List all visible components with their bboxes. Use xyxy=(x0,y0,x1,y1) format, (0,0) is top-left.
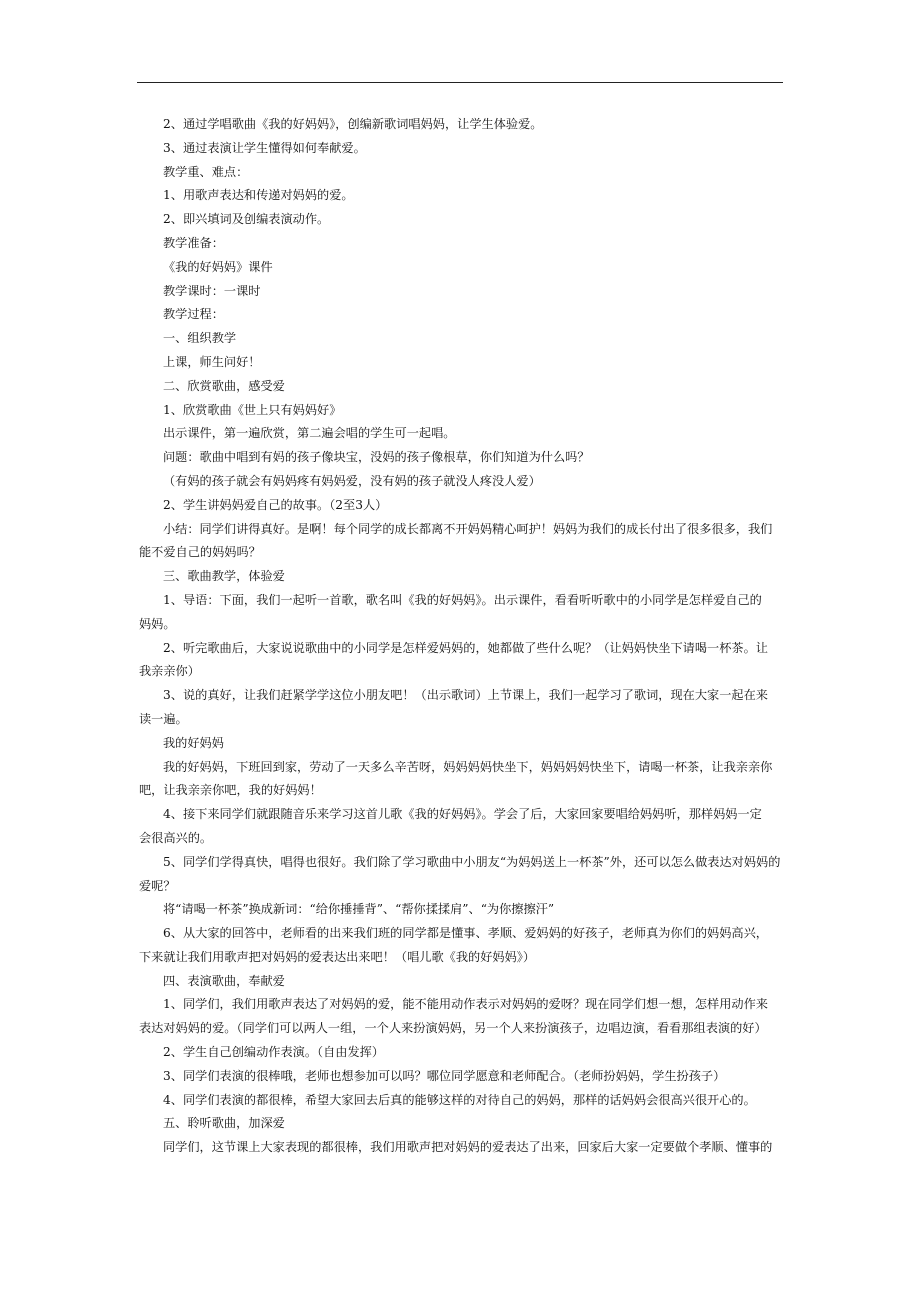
text-line: 问题：歌曲中唱到有妈的孩子像块宝，没妈的孩子像根草，你们知道为什么吗？ xyxy=(163,450,590,465)
text-line: 妈妈。 xyxy=(139,616,176,631)
text-line: 2、通过学唱歌曲《我的好妈妈》，创编新歌词唱妈妈，让学生体验爱。 xyxy=(163,117,543,131)
text-line: 二、欣赏歌曲，感受爱 xyxy=(163,378,285,393)
text-line: 6、从大家的回答中，老师看的出来我们班的同学都是懂事、孝顺、爱妈妈的好孩子，老师真为你们的妈妈高兴， xyxy=(163,926,768,941)
text-line: 会很高兴的。 xyxy=(139,830,213,845)
text-line: 五、聆听歌曲，加深爱 xyxy=(163,1116,285,1131)
text-line: 读一遍。 xyxy=(139,711,188,726)
text-line: 我的好妈妈，下班回到家，劳动了一天多么辛苦呀，妈妈妈妈快坐下，妈妈妈妈快坐下，请喝一杯茶，让我亲亲你 xyxy=(163,759,773,774)
text-line: 3、通过表演让学生懂得如何奉献爱。 xyxy=(163,140,366,155)
text-line: 教学课时：一课时 xyxy=(163,283,261,298)
text-line: 2、学生讲妈妈爱自己的故事。（2至3人） xyxy=(163,497,388,512)
text-line: 1、导语：下面，我们一起听一首歌，歌名叫《我的好妈妈》。出示课件，看看听听歌中的小同学是怎样爱自己的 xyxy=(163,592,762,607)
text-line: 将“请喝一杯茶”换成新词：“给你捶捶背”、“帮你揉揉肩”、“为你擦擦汗” xyxy=(163,902,555,917)
text-line: 4、接下来同学们就跟随音乐来学习这首儿歌《我的好妈妈》。学会了后，大家回家要唱给妈妈听，那样妈妈一定 xyxy=(163,807,762,822)
text-line: 2、听完歌曲后，大家说说歌曲中的小同学是怎样爱妈妈的，她都做了些什么呢？（让妈妈快坐下请喝一杯茶。让 xyxy=(163,640,768,655)
text-line: 5、同学们学得真快，唱得也很好。我们除了学习歌曲中小朋友“为妈妈送上一杯茶”外，还可以怎么做表达对妈妈的 xyxy=(163,854,781,869)
text-line: 教学准备： xyxy=(163,235,224,250)
text-line: 4、同学们表演的都很棒，希望大家回去后真的能够这样的对待自己的妈妈，那样的话妈妈会很高兴很开心的。 xyxy=(163,1092,756,1107)
text-line: 能不爱自己的妈妈吗？ xyxy=(139,545,261,560)
text-line: 1、用歌声表达和传递对妈妈的爱。 xyxy=(163,188,354,203)
text-line: 2、即兴填词及创编表演动作。 xyxy=(163,212,330,227)
text-line: 3、说的真好，让我们赶紧学学这位小朋友吧！（出示歌词）上节课上，我们一起学习了歌词，现在大家一起在来 xyxy=(163,688,768,703)
text-line: 爱呢？ xyxy=(139,878,176,893)
text-line: 我的好妈妈 xyxy=(163,735,224,750)
text-line: 出示课件，第一遍欣赏，第二遍会唱的学生可一起唱。 xyxy=(163,426,456,441)
text-line: 上课，师生问好！ xyxy=(163,354,261,369)
text-line: 下来就让我们用歌声把对妈妈的爱表达出来吧！（唱儿歌《我的好妈妈》） xyxy=(139,949,536,964)
text-line: 小结：同学们讲得真好。是啊！每个同学的成长都离不开妈妈精心呵护！妈妈为我们的成长付出了很多很多，我们 xyxy=(163,521,773,536)
text-line: 我亲亲你） xyxy=(139,664,200,679)
text-line: （有妈的孩子就会有妈妈疼有妈妈爱，没有妈的孩子就没人疼没人爱） xyxy=(163,473,541,488)
document-body xyxy=(139,113,785,1160)
text-line: 表达对妈妈的爱。（同学们可以两人一组，一个人来扮演妈妈，另一个人来扮演孩子，边唱边演，看看那组表演的好） xyxy=(139,1021,767,1036)
text-line: 《我的好妈妈》课件 xyxy=(163,259,273,274)
text-line: 教学过程： xyxy=(163,307,224,322)
header-rule xyxy=(137,82,783,83)
text-line: 2、学生自己创编动作表演。（自由发挥） xyxy=(163,1045,385,1060)
text-line: 三、歌曲教学，体验爱 xyxy=(163,569,285,584)
text-line: 教学重、难点： xyxy=(163,164,249,179)
text-line: 3、同学们表演的很棒哦，老师也想参加可以吗？哪位同学愿意和老师配合。（老师扮妈妈，学生扮孩子） xyxy=(163,1068,726,1083)
text-line: 1、同学们，我们用歌声表达了对妈妈的爱，能不能用动作表示对妈妈的爱呀？现在同学们想一想，怎样用动作来 xyxy=(163,997,768,1012)
text-line: 1、欣赏歌曲《世上只有妈妈好》 xyxy=(163,402,342,417)
text-line: 一、组织教学 xyxy=(163,331,237,346)
text-line: 四、表演歌曲，奉献爱 xyxy=(163,973,285,988)
text-line: 吧，让我亲亲你吧，我的好妈妈！ xyxy=(139,783,322,798)
text-line: 同学们，这节课上大家表现的都很棒，我们用歌声把对妈妈的爱表达了出来，回家后大家一定要做个孝顺、懂事的 xyxy=(163,1140,773,1155)
